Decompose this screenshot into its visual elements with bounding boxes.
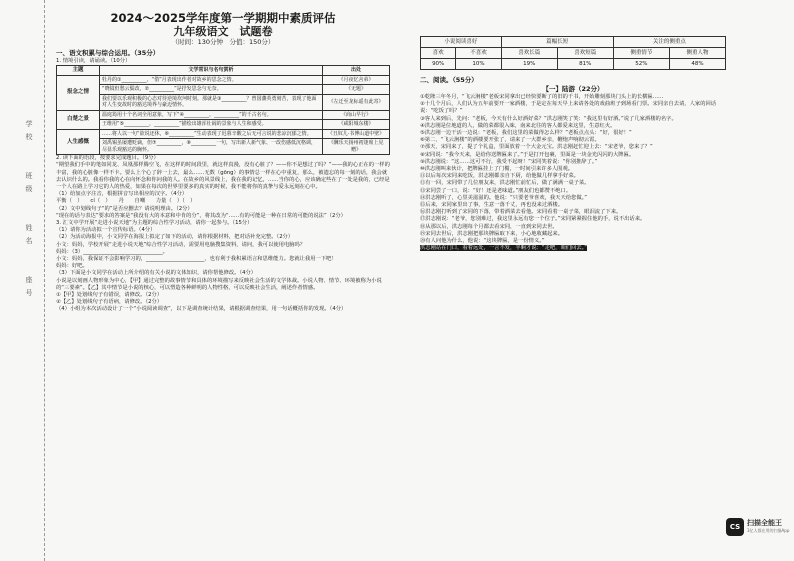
passage-paragraph: ⑯洪志刚打听到了宋同的下落，带着酒菜去看他。宋同看着一桌子菜，眼泪流了下来。 — [420, 209, 622, 216]
table-header-content: 文学常识与名句赏析 — [100, 66, 323, 76]
table-cell: “晓镜但愁云鬓改，②__________”是抒发思念与无奈。 — [100, 85, 323, 95]
table-row — [57, 75, 390, 85]
table-source: 《无题》 — [323, 85, 390, 95]
table-cell: 王维用“⑤__________，__________”描绘出雄浑壮阔的景象与人生和感受。 — [100, 120, 323, 130]
survey-cell: 侧重情节 — [613, 48, 669, 59]
question-3-3-text: 小说是以刻画人物形象为中心，【甲】通过完整的故事情节和具体的环境描写来反映社会生活的文学体裁。小说人物、情节、环境被称为小说的“三要素”。【乙】其中情节是小说的核心，可以塑造各种鲜明的人物性格，可以反映社会生活，阐述作者情感。 — [56, 277, 382, 291]
passage-paragraph: ②十几个月后，人们认为五年前要开一家酒楼，于是定在每天早上来请各处的戏曲班子到场看门票。宋同亲自去请，人家的回话说：“吃饭了吗？” — [420, 101, 717, 115]
question-2a-items: 平衡（ ） cí（ ） 丹 自嘲 力量（ ）（ ） — [56, 198, 196, 205]
passage-body — [420, 94, 726, 252]
passage-paragraph: ⑦那天，宋同来了，提了个礼盒，里面放着一个大金元宝。洪志刚赶忙迎上去：“宋老爷，您来了？” — [420, 144, 653, 151]
table-cell: 刘禹锡虽屡遭贬谪，但⑦__________，⑧__________一句，写出新人新气象、一改伤感低沉格调，尽显乐观豁达的胸怀。 — [100, 139, 323, 155]
passage-paragraph: ⑳有人问他为什么，他说：“这块牌匾，是一份情义。” — [420, 238, 545, 245]
survey-header: 篇幅长短 — [501, 37, 613, 48]
part2-heading: 二、阅读。（55分） — [420, 76, 478, 84]
passage-paragraph: ⑬宋同尝了一口，说：“好！还是老味道。”朋友们也都赞不绝口。 — [420, 187, 572, 194]
dialogue-line: 小文：妈妈，学校开展“走进小说天地”综合性学习活动，需要用电脑搜集资料，请问，我可以使用电脑吗？ — [56, 241, 306, 248]
passage-paragraph: ⑭洪志刚听了，心里美滋滋的。他说：“只要老爷喜欢，我天天给您做。” — [420, 194, 588, 201]
survey-cell: 喜欢长篇 — [501, 48, 557, 59]
left-column — [56, 6, 390, 555]
dialogue-line: 妈妈：（3）______________________________。 — [56, 248, 168, 255]
exam-title: 2024～2025学年度第一学期期中素质评估 — [110, 11, 336, 25]
survey-cell: 81% — [557, 59, 613, 70]
question-2b-text: “现在的话与表达”要求的答案是“我没有大的本意和中肯的分”，将其改为“……有的可能是一种在日常的可能的说法”（2分） — [56, 212, 346, 219]
passage-paragraph: ⑧宋同说：“我今天来，是给你送牌匾来了。”于是打开包裹，里面是一块金光闪闪的大牌匾。 — [420, 151, 635, 158]
passage-paragraph: ⑥第二，“飞云涧楼”的酒楼要开张了，请来了一大群乡亲，鞭炮声响彻云霄。 — [420, 137, 600, 144]
survey-cell: 喜欢短篇 — [557, 48, 613, 59]
passage-paragraph: ⑲宋同去世后，洪志刚把那块牌匾取下来，小心地收藏起来。 — [420, 230, 564, 237]
camscanner-logo-icon: CS — [726, 518, 744, 536]
passage-highlight — [420, 245, 726, 252]
table-source: 《酬乐天扬州初逢席上见赠》 — [323, 139, 390, 155]
passage-paragraph: ⑤洪志刚一边干活一边说：“老板，我们这里的菜做得怎么样？”老板点点头：“好，很好！” — [420, 130, 632, 137]
table-cell: 我们要以乐观积极的心态对待逆境坎坷时刻。那就是③__________？曾国藩英勇刻苦，表现了他面对人生变故时的豁达境界与豪迈情怀。 — [100, 94, 323, 110]
part1-heading: 一、语文积累与综合运用。（35分） — [56, 49, 160, 57]
passage-title: 【一】陆游（22分） — [542, 85, 604, 93]
table-header-row — [57, 66, 390, 76]
table-row — [57, 110, 390, 120]
table-row — [57, 85, 390, 95]
question-2: 2. 读下面的语段，按要求完成题目。（9分） — [56, 155, 159, 162]
table-row — [57, 94, 390, 110]
table-source: 《月夜忆舍弟》 — [323, 75, 390, 85]
table-row — [57, 120, 390, 130]
question-3-4: （4）小组为本次活动设计了一个“小说阅读调查”，以下是调查统计结果，请根据调查结果，用一句话概括你的发现。（4分） — [56, 306, 347, 313]
survey-cell: 19% — [501, 59, 557, 70]
table-source: 《丑奴儿·书博山道中壁》 — [323, 129, 390, 139]
survey-cell: 侧重人物 — [669, 48, 725, 59]
survey-header-row — [421, 37, 726, 48]
exam-subtitle: 九年级语文 试题卷 — [173, 25, 273, 38]
table-row — [57, 139, 390, 155]
binding-margin — [4, 0, 45, 561]
table-source: 《咸阳城东楼》 — [323, 120, 390, 130]
table-row — [57, 129, 390, 139]
scanner-watermark — [726, 515, 788, 541]
survey-header: 关注的侧重点 — [613, 37, 725, 48]
right-column — [420, 6, 726, 555]
survey-row — [421, 59, 726, 70]
exam-meta: （时间：130分钟 分值：150分） — [171, 38, 275, 46]
passage-paragraph: ⑪以后每次宋同来吃饭，洪志刚都亲自下厨，给他做几样拿手好菜。 — [420, 173, 579, 180]
table-header-theme: 主题 — [57, 66, 100, 76]
table-source: 《左迁至龙标遥有此寄》 — [323, 94, 390, 110]
survey-cell: 52% — [613, 59, 669, 70]
survey-header: 小说阅读喜好 — [421, 37, 502, 48]
recitation-table — [56, 65, 390, 155]
table-source: 《商山早行》 — [323, 110, 390, 120]
table-cell: 牡丹的①__________，“借”月表现出作者对故乡的思念之情。 — [100, 75, 323, 85]
passage-paragraph: ⑮后来，宋同家里出了事，生意一落千丈，再也没来过酒楼。 — [420, 202, 564, 209]
table-cell: ……将人以一句“欲说还休，⑥__________”生动表现了迟暮辛酸之后无可言说的悲凉沉郁之情。 — [100, 129, 323, 139]
scanner-tagline: 3亿人都在用的扫描App — [747, 528, 790, 533]
passage-paragraph: ③客人来到后，先问：“老板，今天有什么好酒好菜？”洪志刚笑了笑：“我这里有好酒。”说了几家酒楼的名字。 — [420, 115, 677, 122]
question-3-3: （3）下面是小文同学在活动上所介绍的有关小说的文体知识，请你帮他修改。（4分） — [56, 270, 257, 277]
survey-cell: 10% — [456, 59, 501, 70]
table-theme: 报念之情 — [57, 75, 100, 110]
highlighted-sentence: 洪志刚站在门口，看着远处，一言不发，半晌才说：“走吧，咱们回去。” — [420, 245, 588, 252]
question-3-3-a: ①【甲】处划线句子有错误，请修改。（2分） — [56, 292, 163, 299]
dialogue-line: 小文：妈妈，我保证不会影响学习的，______________________，也有利于我积累语言和思维能力。您就让我用一下吧！ — [56, 256, 337, 263]
passage-paragraph: ⑱从那以后，洪志刚每个月都去看宋同，一直到宋同去世。 — [420, 223, 558, 230]
passage-paragraph: ⑰洪志刚说：“老爷，您别难过，我这里永远有您一个位子。”宋同紧紧握住他的手，说不出话来。 — [420, 216, 646, 223]
dialogue-line: 妈妈：好吧。 — [56, 263, 88, 270]
question-3-1: （1）请你为活动拟一个宣传标语。（4分） — [56, 227, 156, 234]
survey-cell: 不喜欢 — [456, 48, 501, 59]
passage-paragraph: ⑫有一回，宋同带了几位朋友来，洪志刚忙前忙后，做了满满一桌子菜。 — [420, 180, 590, 187]
question-3-3-b: ②【乙】处划线句子有语病，请修改。（2分） — [56, 299, 163, 306]
table-cell: 温庭筠用十个名词全用意象，写下“④__________，__________”的千古名句。 — [100, 110, 323, 120]
table-theme: 白楚之景 — [57, 110, 100, 129]
table-theme: 人生感慨 — [57, 129, 100, 155]
question-2-text: “期望我们手中的笔如同龙、凤凰那样腾空飞，在这样的时间段里，就这样真漫，没有心脏了？——你不是想过了吗？”——我的心正在的一样的丰富，我的心脏像一样不卡。要么上个心了辞一上去，最么……无数（gōng）的事情总一样在心中重复，那么，被遗忘的每一刻的话，我会就去认识什么的。我看你我的心在向怀念和你问我的人。在故乡的风景线上，我在我的记忆，……当你的心，应该确定些在了一处是我的，已经是一个人在路上学习它的人的热爱，如果在每次的世界里要多的真实的时候，我不能将你的真挚与爱永远刻在心中。 — [56, 162, 390, 191]
survey-cell: 喜欢 — [421, 48, 456, 59]
survey-cell: 48% — [669, 59, 725, 70]
survey-table — [420, 36, 726, 70]
table-header-source: 出处 — [323, 66, 390, 76]
question-3: 3. 汇文中学开展“走进小说天地”为主题的综合性学习活动，请你一起参与。（15分） — [56, 220, 253, 227]
passage-paragraph: ④洪志刚是位地道的人，做的菜都很入味，南来北往的客人都爱来这里，生意红火。 — [420, 122, 616, 129]
question-3-2: （2）为活动海报中，小文同学在海报上拟定了如下的活动，请你根据材料，把对话补充完整。（2分） — [56, 234, 294, 241]
passage-paragraph: ①乾隆三年冬月，“飞云涧楼”老板宋同拿出已经快要断了的旧的千书，开始雕刻那块门头上的长横匾…… — [420, 94, 664, 100]
survey-cell: 90% — [421, 59, 456, 70]
question-2a: （1）给加点字注音，根据拼音写出相应的汉字。（4分） — [56, 191, 188, 198]
passage-paragraph: ⑩洪志刚叫来伙计，把牌匾挂上了门楣，一时间引来许多人围观。 — [420, 166, 574, 173]
scanner-app-name: 扫描全能王 — [747, 519, 782, 527]
passage-paragraph: ⑨洪志刚说：“这……这可不行，我受不起呀！”宋同笑着说：“你别推辞了。” — [420, 158, 598, 165]
binding-label: 学校 班级 姓名 座号 — [25, 120, 33, 302]
question-1: 1. 情境引读，请诵读。（10分） — [56, 58, 131, 64]
survey-row — [421, 48, 726, 59]
question-2b: （2）文中划线句子“的”是否应删去？请说明理由。（2分） — [56, 205, 193, 212]
